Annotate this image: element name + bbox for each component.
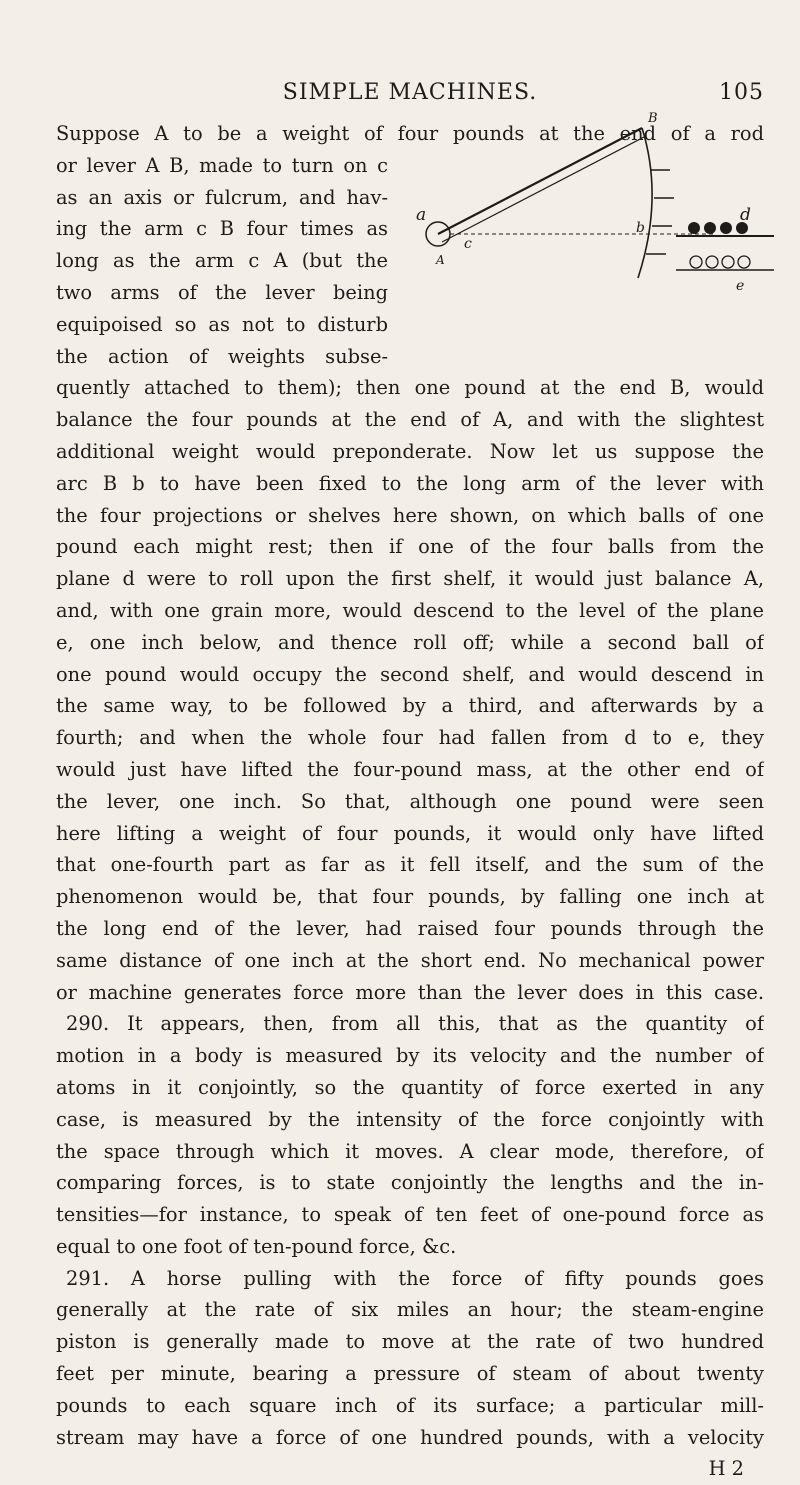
text-line: ing the arm c B four times as — [56, 217, 388, 241]
text-line: the action of weights subse- — [56, 344, 388, 368]
text-line: 291. A horse pulling with the force of fifty pounds goes — [66, 1266, 764, 1290]
text-line: the lever, one inch. So that, although one pound were seen — [56, 789, 764, 813]
text-line: quently attached to them); then one pound at the end B, would — [56, 376, 764, 400]
text-line: equal to one foot of ten-pound force, &c. — [56, 1234, 457, 1258]
running-title: SIMPLE MACHINES. — [282, 80, 538, 105]
text-line: e, one inch below, and thence roll off; while a second ball of — [56, 630, 764, 654]
text-line: the long end of the lever, had raised four pounds through the — [56, 916, 764, 940]
text-line: one pound would occupy the second shelf, and would descend in — [56, 662, 764, 686]
text-line: same distance of one inch at the short end. No mechanical power — [56, 948, 764, 972]
text-line: arc B b to have been fixed to the long arm of the lever with — [56, 471, 764, 495]
text-line: the same way, to be followed by a third, and afterwards by a — [56, 694, 764, 718]
text-line: the four projections or shelves here shown, on which balls of one — [56, 503, 764, 527]
page-number: 105 — [719, 80, 764, 105]
text-line: as an axis or fulcrum, and hav- — [56, 185, 388, 209]
text-line: two arms of the lever being — [56, 280, 388, 304]
text-line: comparing forces, is to state conjointly the lengths and the in- — [56, 1171, 764, 1195]
text-line: the space through which it moves. A clear mode, therefore, of — [56, 1139, 764, 1163]
label-a-upper: A — [436, 253, 445, 267]
text-line: additional weight would preponderate. Now let us suppose the — [56, 439, 764, 463]
text-line: would just have lifted the four-pound mass, at the other end of — [56, 757, 764, 781]
label-b-upper: B — [648, 111, 658, 126]
text-line: balance the four pounds at the end of A, and with the slightest — [56, 408, 764, 432]
text-line: 290. It appears, then, from all this, that as the quantity of — [66, 1012, 764, 1036]
text-line: that one-fourth part as far as it fell itself, and the sum of the — [56, 853, 764, 877]
text-line: fourth; and when the whole four had fallen from d to e, they — [56, 726, 764, 750]
label-c: c — [464, 236, 472, 252]
text-line: tensities—for instance, to speak of ten feet of one-pound force as — [56, 1203, 764, 1227]
text-line: stream may have a force of one hundred pounds, with a velocity — [56, 1425, 764, 1449]
text-line: motion in a body is measured by its velocity and the number of — [56, 1044, 764, 1068]
text-line: long as the arm c A (but the — [56, 249, 388, 273]
text-line: feet per minute, bearing a pressure of steam of about twenty — [56, 1362, 764, 1386]
text-line: phenomenon would be, that four pounds, by falling one inch at — [56, 885, 764, 909]
text-line: or machine generates force more than the lever does in this case. — [56, 980, 764, 1004]
text-line: plane d were to roll upon the first shelf, it would just balance A, — [56, 567, 764, 591]
text-line: atoms in it conjointly, so the quantity of force exerted in any — [56, 1075, 764, 1099]
text-line: pound each might rest; then if one of the four balls from the — [56, 535, 764, 559]
label-d: d — [740, 205, 751, 225]
text-line: here lifting a weight of four pounds, it would only have lifted — [56, 821, 764, 845]
label-b-lower: b — [636, 220, 645, 236]
label-e: e — [736, 278, 745, 294]
text-line: Suppose A to be a weight of four pounds at the end of a rod — [56, 122, 764, 145]
text-line: generally at the rate of six miles an hour; the steam-engine — [56, 1298, 764, 1322]
signature-mark: H 2 — [708, 1457, 744, 1481]
text-line: and, with one grain more, would descend to the level of the plane — [56, 598, 764, 622]
text-line: pounds to each square inch of its surface; a particular mill- — [56, 1393, 764, 1417]
text-line: piston is generally made to move at the rate of two hundred — [56, 1330, 764, 1354]
text-line: case, is measured by the intensity of the force conjointly with — [56, 1107, 764, 1131]
label-a-lower: a — [416, 205, 427, 225]
running-header — [56, 80, 764, 110]
body-text — [56, 118, 764, 1485]
text-line: equipoised so as not to disturb — [56, 312, 388, 336]
text-line: or lever A B, made to turn on c — [56, 153, 388, 177]
